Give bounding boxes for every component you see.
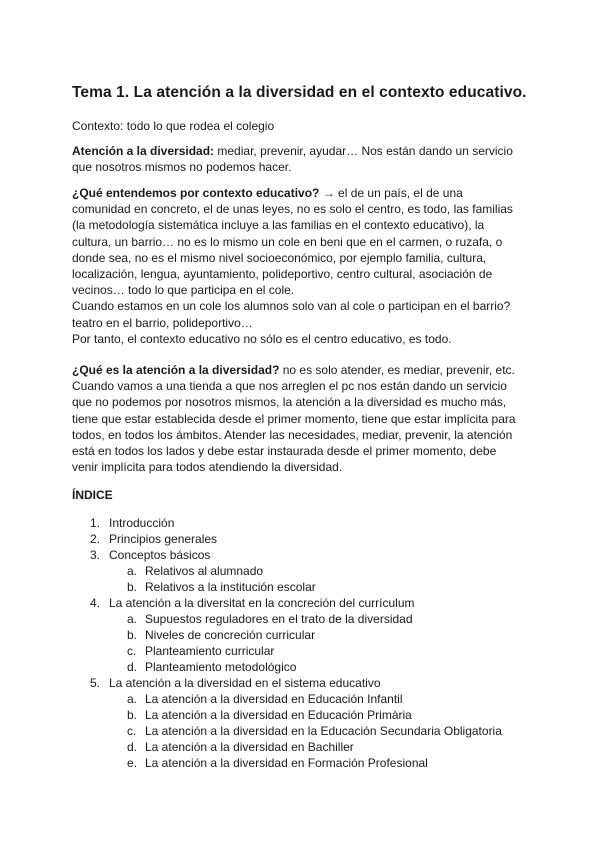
paragraph-line: vecinos… todo lo que participa en el cole. <box>72 283 295 298</box>
index-item-text: Supuestos reguladores en el trato de la diversidad <box>145 612 413 626</box>
index-item-text: Niveles de concreción curricular <box>145 628 316 642</box>
contexto-educativo-paragraph <box>72 185 528 347</box>
index-item-text: La atención a la diversidad en Educación Primària <box>145 708 412 722</box>
atencion-line-2: que nosotros mismos no podemos hacer. <box>72 160 292 175</box>
atencion-line-1 <box>72 143 528 159</box>
index-item-number: 1. <box>90 516 101 530</box>
index-item-text: La atención a la diversidad en la Educación Secundaria Obligatoria <box>145 724 502 738</box>
index-item-text: La atención a la diversidad en Formación Profesional <box>145 756 428 770</box>
document-title: Tema 1. La atención a la diversidad en el contexto educativo. <box>72 84 527 101</box>
index-item-number: 3. <box>90 548 101 562</box>
paragraph-line: Por tanto, el contexto educativo no sólo es el centro educativo, es todo. <box>72 331 452 346</box>
index-item-number: e. <box>127 756 138 770</box>
paragraph-line: teatro en el barrio, polideportivo… <box>72 315 253 330</box>
index-item-number: d. <box>127 660 138 674</box>
index-item-text: Relativos al alumnado <box>145 564 264 578</box>
index-item-number: b. <box>127 628 138 642</box>
contexto-educativo-line-1 <box>72 185 528 201</box>
contexto-educativo-label: ¿Qué entendemos por contexto educativo? <box>72 186 320 200</box>
index-item-number: a. <box>127 692 138 706</box>
atencion-paragraph <box>72 143 528 175</box>
index-item-number: b. <box>127 580 138 594</box>
index-item-text: Introducción <box>109 516 175 530</box>
index-item-number: c. <box>127 724 137 738</box>
index-item-text: Planteamiento curricular <box>145 644 275 658</box>
context-paragraph <box>72 118 528 134</box>
index-item-text: Principios generales <box>109 532 218 546</box>
index-item-text: La atención a la diversitat en la concreción del currículum <box>109 596 415 610</box>
paragraph-line: tiene que estar establecida desde el primer momento, tiene que estar implícita para <box>72 411 516 426</box>
paragraph-line: cultura, un barrio… no es lo mismo un cole en beni que en el carmen, o ruzafa, o <box>72 234 503 249</box>
context-line: Contexto: todo lo que rodea el colegio <box>72 119 275 133</box>
index-item-number: 4. <box>90 596 101 610</box>
index-title: ÍNDICE <box>72 488 113 502</box>
paragraph-line: donde sea, no es el mismo nivel socioeconómico, por ejemplo familia, cultura, <box>72 250 487 265</box>
index-item-text: La atención a la diversidad en Bachiller <box>145 740 354 754</box>
index-item-text: Planteamiento metodológico <box>145 660 297 674</box>
paragraph-line: Cuando estamos en un cole los alumnos solo van al cole o participan en el barrio? <box>72 299 511 314</box>
que-es-label: ¿Qué es la atención a la diversidad? <box>72 363 280 377</box>
paragraph-line: comunidad en concreto, el de unas leyes, no es solo el centro, es todo, las familias <box>72 202 513 217</box>
atencion-text-1: mediar, prevenir, ayudar… Nos están dando un servicio <box>214 144 513 158</box>
atencion-label: Atención a la diversidad: <box>72 144 215 158</box>
index-item-number: d. <box>127 740 138 754</box>
index-item-number: c. <box>127 644 137 658</box>
index-item-text: Relativos a la institución escolar <box>145 580 316 594</box>
index-item-text: La atención a la diversidad en Educación Infantil <box>145 692 403 706</box>
paragraph-line: localización, lengua, ayuntamiento, polideportivo, centro cultural, asociación de <box>72 267 493 282</box>
paragraph-line: venir implícita para todos atendiendo la diversidad. <box>72 460 343 475</box>
index-item-text: Conceptos básicos <box>109 548 211 562</box>
index-item-number: 2. <box>90 532 101 546</box>
index-item-text: La atención a la diversidad en el sistema educativo <box>109 676 381 690</box>
paragraph-line: que no podemos por nosotros mismos, la atención a la diversidad es mucho más, <box>72 395 507 410</box>
index-item-number: a. <box>127 612 138 626</box>
paragraph-line: Cuando vamos a una tienda a que nos arreglen el pc nos están dando un servicio <box>72 379 507 394</box>
paragraph-line: todos, en todos los ámbitos. Atender las necesidades, mediar, prevenir, la atención <box>72 427 513 442</box>
contexto-educativo-text-1: → el de un país, el de una <box>319 186 463 200</box>
que-es-text-1: no es solo atender, es mediar, prevenir, etc. <box>279 363 515 377</box>
index-item-number: a. <box>127 564 138 578</box>
index-item-number: b. <box>127 708 138 722</box>
que-es-line-1 <box>72 362 528 378</box>
paragraph-line: (la metodología sistemática incluye a las familias en el contexto educativo), la <box>72 218 485 233</box>
index-item-number: 5. <box>90 676 101 690</box>
que-es-paragraph <box>72 362 528 475</box>
paragraph-line: está en todos los lados y debe estar instaurada desde el primer momento, debe <box>72 444 497 459</box>
